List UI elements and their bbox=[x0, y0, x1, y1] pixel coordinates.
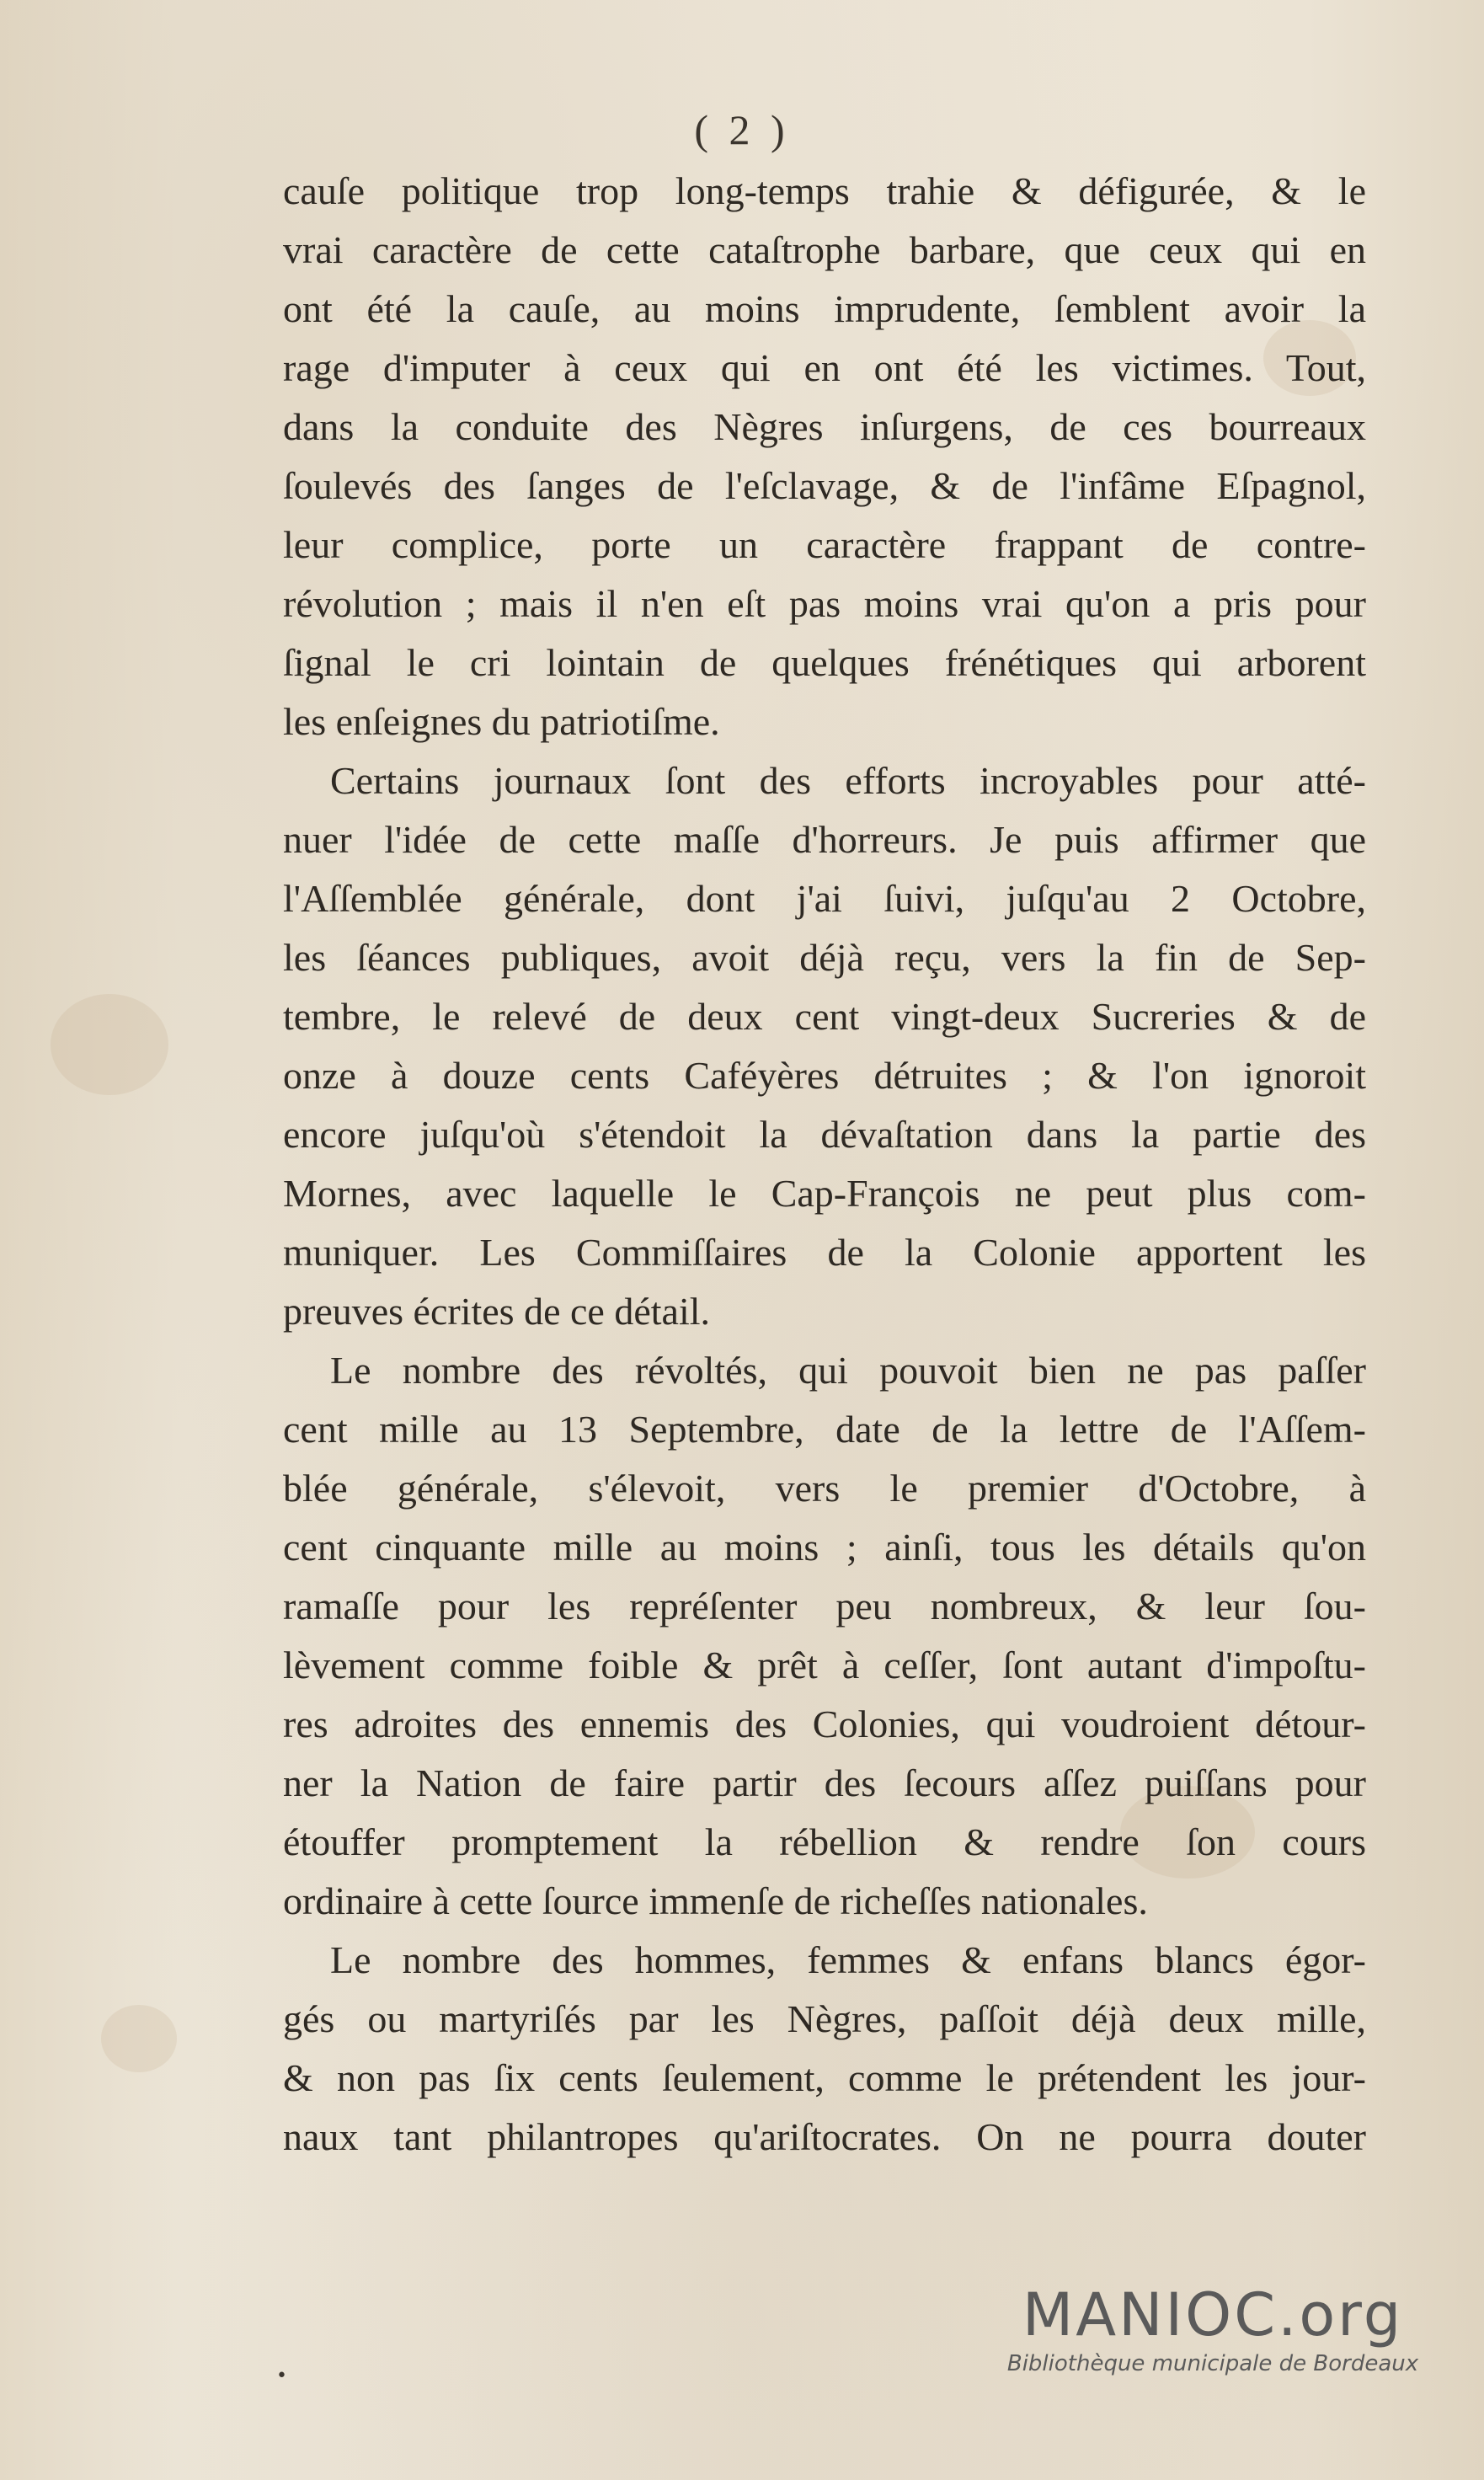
text-line: nuer l'idée de cette maſſe d'horreurs. Je puis affirmer que bbox=[283, 818, 1366, 861]
text-line: les enſeignes du patriotiſme. bbox=[283, 700, 720, 743]
text-line: rage d'imputer à ceux qui en ont été les victimes. Tout, bbox=[283, 346, 1366, 389]
text-line: cauſe politique trop long-temps trahie & défigurée, & le bbox=[283, 169, 1366, 212]
text-line: révolution ; mais il n'en eſt pas moins vrai qu'on a pris pour bbox=[283, 582, 1366, 625]
page-number: ( 2 ) bbox=[694, 106, 790, 153]
text-line: dans la conduite des Nègres inſurgens, de ces bourreaux bbox=[283, 405, 1366, 448]
text-line: ramaſſe pour les repréſenter peu nombreux, & leur ſou- bbox=[283, 1585, 1366, 1628]
text-line: Le nombre des hommes, femmes & enfans blancs égor- bbox=[330, 1938, 1366, 1981]
body-text bbox=[283, 162, 1366, 2167]
text-line: muniquer. Les Commiſſaires de la Colonie apportent les bbox=[283, 1231, 1366, 1274]
text-line: cent mille au 13 Septembre, date de la lettre de l'Aſſem- bbox=[283, 1408, 1366, 1451]
text-line: Mornes, avec laquelle le Cap-François ne peut plus com- bbox=[283, 1172, 1366, 1215]
text-line: naux tant philantropes qu'ariſtocrates. On ne pourra douter bbox=[283, 2115, 1366, 2158]
text-line: les ſéances publiques, avoit déjà reçu, vers la fin de Sep- bbox=[283, 936, 1366, 979]
text-line: l'Aſſemblée générale, dont j'ai ſuivi, juſqu'au 2 Octobre, bbox=[283, 877, 1366, 920]
text-line: gés ou martyriſés par les Nègres, paſſoit déjà deux mille, bbox=[283, 1997, 1366, 2040]
text-line: Le nombre des révoltés, qui pouvoit bien ne pas paſſer bbox=[330, 1349, 1366, 1392]
library-credit: Bibliothèque municipale de Bordeaux bbox=[1006, 2351, 1419, 2376]
text-line: cent cinquante mille au moins ; ainſi, tous les détails qu'on bbox=[283, 1526, 1366, 1569]
ink-speck: • bbox=[276, 2365, 287, 2386]
text-line: onze à douze cents Caféyères détruites ; & l'on ignoroit bbox=[283, 1054, 1366, 1097]
text-line: lèvement comme foible & prêt à ceſſer, ſont autant d'impoſtu- bbox=[283, 1644, 1366, 1686]
text-line: ont été la cauſe, au moins imprudente, ſemblent avoir la bbox=[283, 287, 1366, 330]
text-line: tembre, le relevé de deux cent vingt-deux Sucreries & de bbox=[283, 995, 1366, 1038]
text-line: preuves écrites de ce détail. bbox=[283, 1290, 711, 1333]
text-line: Certains journaux ſont des efforts incroyables pour atté- bbox=[330, 759, 1366, 802]
text-line: étouffer promptement la rébellion & rendre ſon cours bbox=[283, 1820, 1366, 1863]
manioc-logo: MANIOC.org bbox=[1022, 2280, 1404, 2349]
text-line: encore juſqu'où s'étendoit la dévaſtation dans la partie des bbox=[283, 1113, 1366, 1156]
text-line: vrai caractère de cette cataſtrophe barbare, que ceux qui en bbox=[283, 228, 1366, 271]
text-line: ſignal le cri lointain de quelques frénétiques qui arborent bbox=[283, 641, 1366, 684]
text-line: ner la Nation de faire partir des ſecours aſſez puiſſans pour bbox=[283, 1761, 1366, 1804]
text-line: leur complice, porte un caractère frappant de contre- bbox=[283, 523, 1366, 566]
paper-stain bbox=[51, 994, 168, 1095]
text-line: ordinaire à cette ſource immenſe de richeſſes nationales. bbox=[283, 1879, 1148, 1922]
text-line: ſoulevés des ſanges de l'eſclavage, & de l'infâme Eſpagnol, bbox=[283, 464, 1366, 507]
text-line: blée générale, s'élevoit, vers le premier d'Octobre, à bbox=[283, 1467, 1366, 1510]
text-line: res adroites des ennemis des Colonies, qui voudroient détour- bbox=[283, 1702, 1366, 1745]
paper-stain bbox=[101, 2005, 177, 2072]
text-line: & non pas ſix cents ſeulement, comme le prétendent les jour- bbox=[283, 2056, 1366, 2099]
watermark bbox=[1002, 2281, 1423, 2379]
